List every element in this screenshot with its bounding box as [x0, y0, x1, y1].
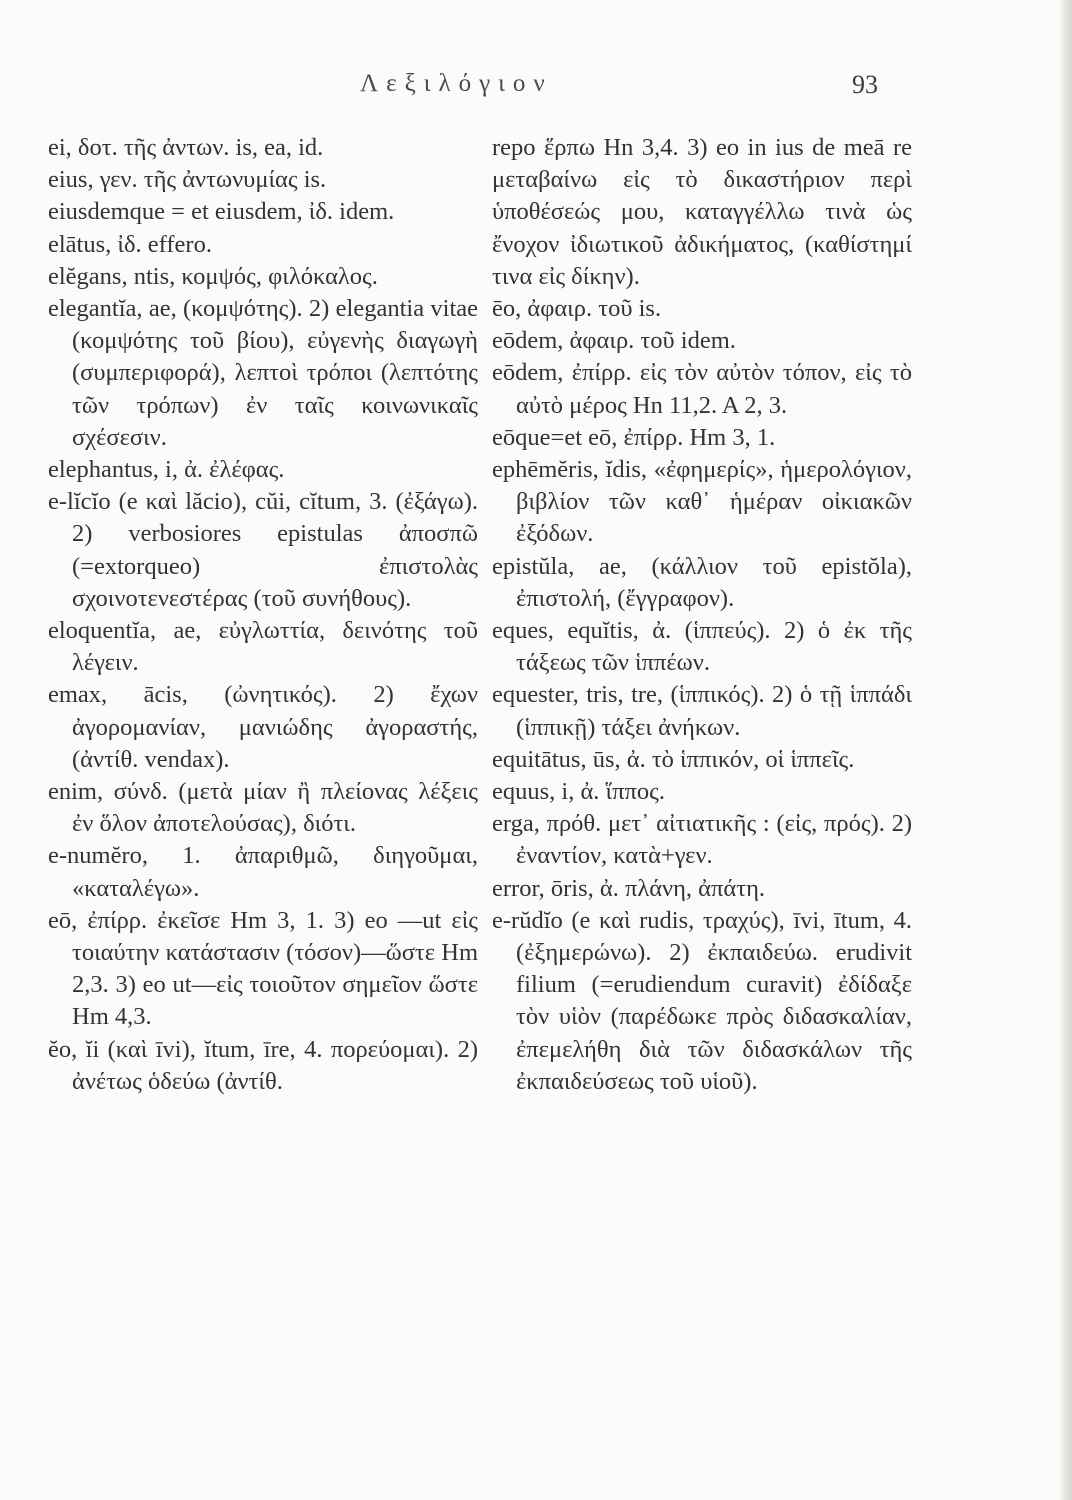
dictionary-entry: equester, tris, tre, (ἱππικός). 2) ὁ τῇ ἱππάδι (ἱππικῇ) τάξει ἀνήκων. [492, 681, 912, 741]
dictionary-entry: eius, γεν. τῆς ἀντωνυμίας is. [48, 166, 327, 194]
dictionary-entry: eōdem, ἐπίρρ. εἰς τὸν αὐτὸν τόπον, εἰς τὸ αὐτὸ μέρος Hn 11,2. A 2, 3. [492, 359, 912, 419]
dictionary-entry: equitātus, ūs, ἀ. τὸ ἱππικόν, οἱ ἱππεῖς. [492, 745, 855, 773]
dictionary-entry: eō, ἐπίρρ. ἐκεῖσε Hm 3, 1. 3) eo —ut εἰς τοιαύτην κατάστασιν (τόσον)—ὥστε Hm 2,3. 3) eo ut—εἰς τοιοῦτον σημεῖον ὥστε Hm 4,3. [48, 906, 478, 1031]
dictionary-entry: e-lĭcĭo (e καὶ lăcio), cŭi, cĭtum, 3. (ἐξάγω). 2) verbosiores epistulas ἀποσπῶ (=extorqueo) ἐπιστολὰς σχοινοτενεστέρας (τοῦ συνήθους). [48, 488, 478, 612]
running-head [0, 66, 1072, 102]
dictionary-entry: elĕgans, ntis, κομψός, φιλόκαλος. [48, 262, 378, 290]
dictionary-entry: emax, ācis, (ὠνητικός). 2) ἔχων ἀγορομανίαν, μανιώδης ἀγοραστής, (ἀντίθ. vendax). [48, 681, 478, 773]
dictionary-entry: equus, i, ἀ. ἵππος. [492, 778, 665, 806]
dictionary-entry: enim, σύνδ. (μετὰ μίαν ἢ πλείονας λέξεις ἐν ὅλον ἀποτελούσας), διότι. [48, 778, 478, 838]
dictionary-entry: eiusdemque = et eiusdem, ἰδ. idem. [48, 198, 395, 226]
dictionary-entry: e-rŭdĭo (e καὶ rudis, τραχύς), īvi, ītum, 4. (ἐξημερώνω). 2) ἐκπαιδεύω. erudivit filium (=erudiendum curavit) ἐδίδαξε τὸν υἱὸν (παρέδωκε πρὸς διδασκαλίαν, ἐπεμελήθη διὰ τῶν διδασκάλων τῆς ἐκπαιδεύσεως τοῦ υἱοῦ). [492, 906, 912, 1095]
dictionary-entry: eōdem, ἀφαιρ. τοῦ idem. [492, 327, 736, 355]
running-title: Λεξιλόγιον [360, 70, 553, 97]
dictionary-entry: ēo, ἀφαιρ. τοῦ is. [492, 295, 662, 323]
dictionary-entry: elātus, ἰδ. effero. [48, 230, 212, 258]
dictionary-entry: eōque=et eō, ἐπίρρ. Hm 3, 1. [492, 423, 776, 451]
page-spine-shadow [1058, 0, 1072, 1500]
dictionary-entry: eloquentĭa, ae, εὐγλωττία, δεινότης τοῦ λέγειν. [48, 617, 478, 677]
right-column [492, 132, 912, 1098]
page-number: 93 [852, 70, 878, 99]
dictionary-entry: erga, πρόθ. μετ᾿ αἰτιατικῆς : (εἰς, πρός). 2) ἐναντίον, κατὰ+γεν. [492, 810, 912, 870]
dictionary-entry: ei, δοτ. τῆς ἀντων. is, ea, id. [48, 134, 324, 161]
dictionary-entry: elephantus, i, ἀ. ἐλέφας. [48, 456, 285, 484]
dictionary-entry: elegantĭa, ae, (κομψότης). 2) elegantia vitae (κομψότης τοῦ βίου), εὐγενὴς διαγωγὴ (συμπεριφορά), λεπτοὶ τρόποι (λεπτότης τῶν τρόπων) ἐν ταῖς κοινωνικαῖς σχέσεσιν. [48, 295, 478, 451]
dictionary-entry: e-numĕro, 1. ἀπαριθμῶ, διηγοῦμαι, «καταλέγω». [48, 842, 478, 902]
dictionary-entry: epistŭla, ae, (κάλλιον τοῦ epistŏla), ἐπιστολή, (ἔγγραφον). [492, 552, 912, 612]
dictionary-entry: ephēmĕris, ĭdis, «ἐφημερίς», ἡμερολόγιον, βιβλίον τῶν καθ᾿ ἡμέραν οἰκιακῶν ἐξόδων. [492, 456, 912, 548]
dictionary-entry: ĕo, ĭi (καὶ īvi), ĭtum, īre, 4. πορεύομαι). 2) ἀνέτως ὁδεύω (ἀντίθ. [48, 1035, 478, 1095]
dictionary-entry-continued: repo ἕρπω Hn 3,4. 3) eo in ius de meā re μεταβαίνω εἰς τὸ δικαστήριον περὶ ὑποθέσεώς μου, καταγγέλλω τινὰ ὡς ἔνοχον ἰδιωτικοῦ ἀδικήματος, (καθίστημί τινα εἰς δίκην). [492, 134, 912, 290]
dictionary-entry: eques, equĭtis, ἀ. (ἱππεύς). 2) ὁ ἐκ τῆς τάξεως τῶν ἱππέων. [492, 617, 912, 677]
dictionary-entry: error, ōris, ἀ. πλάνη, ἀπάτη. [492, 874, 766, 902]
left-column [48, 132, 478, 1098]
